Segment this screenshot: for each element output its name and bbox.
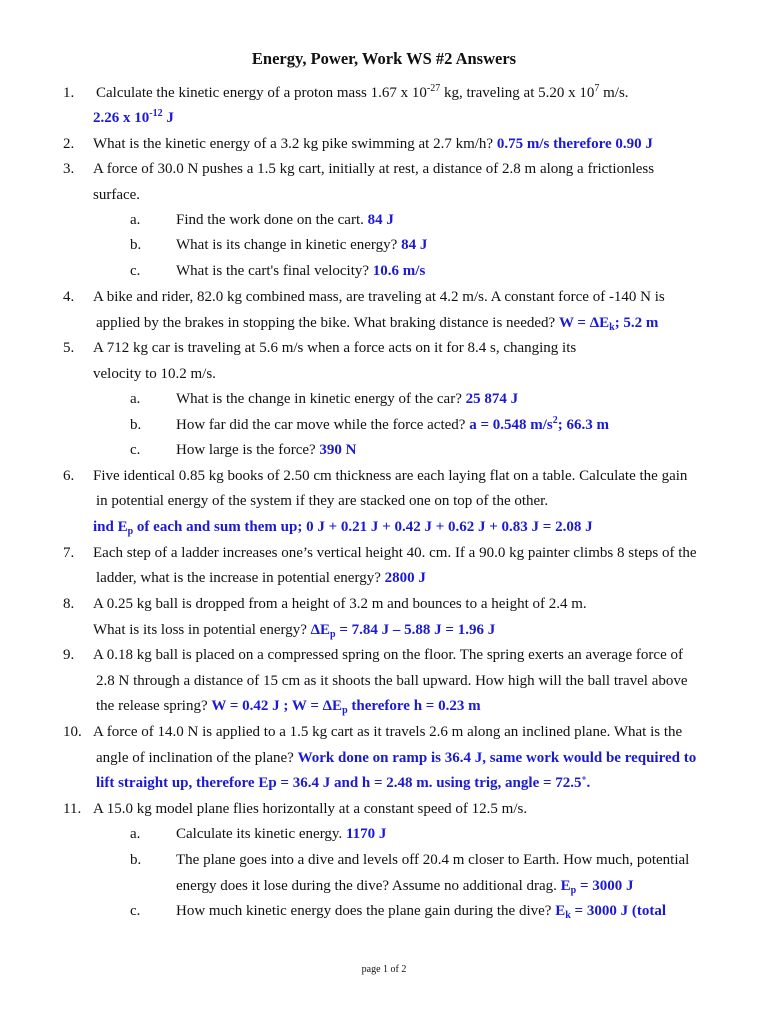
question-6-line-1: Five identical 0.85 kg books of 2.50 cm thickness are each laying flat on a table. Calculate the gain [93, 468, 688, 484]
question-3b-text: What is its change in kinetic energy? 84 J [176, 237, 428, 253]
question-7-line-1: Each step of a ladder increases one’s vertical height 40. cm. If a 90.0 kg painter climbs 8 steps of the [93, 545, 697, 561]
question-4-line-1: A bike and rider, 82.0 kg combined mass, are traveling at 4.2 m/s. A constant force of -140 N is [93, 289, 665, 305]
question-11-number: 11. [63, 801, 82, 817]
question-11c-answer: $E_k = 3000$ J (total [555, 903, 666, 921]
question-3c-text: What is the cart's final velocity? 10.6 m/s [176, 263, 426, 279]
question-10-line-1: A force of 14.0 N is applied to a 1.5 kg cart as it travels 2.6 m along an inclined plane. What is the [93, 724, 683, 740]
question-3c-label: c. [130, 263, 141, 279]
question-5a-label: a. [130, 391, 141, 407]
question-5b-label: b. [130, 417, 142, 433]
question-4-number: 4. [63, 289, 75, 305]
question-10-number: 10. [63, 724, 82, 740]
question-6-answer: ind $E_p$ of each and sum them up; 0 J + 0.21 J + 0.42 J + 0.62 J + 0.83 J = 2.08 J [93, 519, 593, 537]
question-3a-label: a. [130, 212, 141, 228]
question-10-answer-1: Work done on ramp is 36.4 J, same work would be required to [297, 750, 697, 766]
question-3c-answer: 10.6 m/s [372, 263, 426, 279]
question-9-number: 9. [63, 647, 75, 663]
question-11b-line-1: The plane goes into a dive and levels off 20.4 m closer to Earth. How much, potential [176, 852, 690, 868]
question-8-number: 8. [63, 596, 75, 612]
question-3-line-2: surface. [93, 187, 141, 203]
question-11a-answer: 1170 J [345, 826, 387, 842]
question-3a-text: Find the work done on the cart. 84 J [176, 212, 394, 228]
page-title: Energy, Power, Work WS #2 Answers [251, 49, 517, 68]
question-7-line-2: ladder, what is the increase in potential energy? 2800 J [96, 570, 426, 586]
question-5-number: 5. [63, 340, 75, 356]
question-4-line-2: applied by the brakes in stopping the bike. What braking distance is needed? $W = \Delta E_k$; 5.2 m [96, 315, 659, 333]
question-10-line-2: angle of inclination of the plane? Work done on ramp is 36.4 J, same work would be required to [96, 750, 697, 766]
question-5c-text: How large is the force? 390 N [176, 442, 357, 458]
question-3-number: 3. [63, 161, 75, 177]
question-1-answer: 2.26 x $10^{-12}$ J [93, 108, 174, 126]
question-2-number: 2. [63, 136, 75, 152]
question-5-line-1: A 712 kg car is traveling at 5.6 m/s when a force acts on it for 8.4 s, changing its [93, 340, 577, 356]
question-11a-text: Calculate its kinetic energy. 1170 J [176, 826, 387, 842]
question-5a-answer: 25 874 J [465, 391, 519, 407]
question-9-line-2: 2.8 N through a distance of 15 cm as it shoots the ball upward. How high will the ball travel above [96, 673, 688, 689]
question-5b-text: How far did the car move while the force acted? a = 0.548 $m/s^2$; 66.3 m [176, 415, 610, 433]
question-5c-label: c. [130, 442, 141, 458]
question-11a-label: a. [130, 826, 141, 842]
question-11b-answer: $E_p = 3000$ J [560, 878, 634, 896]
question-3b-label: b. [130, 237, 142, 253]
question-5b-answer: a = 0.548 $m/s^2$; 66.3 m [469, 415, 610, 433]
question-8-line-2: What is its loss in potential energy? $\Delta E_p = 7.84$ J – 5.88 J = 1.96 J [93, 622, 496, 640]
question-6-number: 6. [63, 468, 75, 484]
question-1-number: 1. [63, 85, 75, 101]
question-11b-label: b. [130, 852, 142, 868]
question-9-answer: W = 0.42 J ; $W = \Delta E_p$ therefore h = 0.23 m [211, 698, 481, 716]
question-9-line-3: the release spring? W = 0.42 J ; $W = \Delta E_p$ therefore h = 0.23 m [96, 698, 481, 716]
question-8-answer: $\Delta E_p = 7.84$ J – 5.88 J = 1.96 J [310, 622, 496, 640]
question-3a-answer: 84 J [367, 212, 394, 228]
question-1-text: Calculate the kinetic energy of a proton mass 1.67 x $10^{-27}$ kg, traveling at 5.20 x $10^7$ m/s. [96, 83, 629, 101]
question-8-line-1: A 0.25 kg ball is dropped from a height of 3.2 m and bounces to a height of 2.4 m. [93, 596, 587, 612]
question-6-line-2: in potential energy of the system if they are stacked one on top of the other. [96, 493, 549, 509]
question-7-number: 7. [63, 545, 75, 561]
question-10-answer-2: lift straight up, therefore Ep = 36.4 J and h = 2.48 m. using trig, angle = 72.5˚. [96, 775, 591, 791]
page-footer: page 1 of 2 [361, 964, 407, 975]
question-2-answer: 0.75 m/s therefore 0.90 J [496, 136, 653, 152]
question-11c-label: c. [130, 903, 141, 919]
question-11-line-1: A 15.0 kg model plane flies horizontally at a constant speed of 12.5 m/s. [93, 801, 528, 817]
question-5c-answer: 390 N [319, 442, 357, 458]
question-9-line-1: A 0.18 kg ball is placed on a compressed spring on the floor. The spring exerts an average force of [93, 647, 683, 663]
question-11b-line-2: energy does it lose during the dive? Assume no additional drag. $E_p = 3000$ J [176, 878, 634, 896]
question-7-answer: 2800 J [384, 570, 426, 586]
question-2-text: What is the kinetic energy of a 3.2 kg pike swimming at 2.7 km/h? 0.75 m/s therefore 0.90 J [93, 136, 653, 152]
question-3b-answer: 84 J [401, 237, 428, 253]
question-5-line-2: velocity to 10.2 m/s. [93, 366, 216, 382]
question-5a-text: What is the change in kinetic energy of the car? 25 874 J [176, 391, 519, 407]
question-3-line-1: A force of 30.0 N pushes a 1.5 kg cart, initially at rest, a distance of 2.8 m along a frictionless [93, 161, 655, 177]
question-4-answer: $W = \Delta E_k$; 5.2 m [558, 315, 659, 333]
question-11c-text: How much kinetic energy does the plane gain during the dive? $E_k = 3000$ J (total [176, 903, 666, 921]
